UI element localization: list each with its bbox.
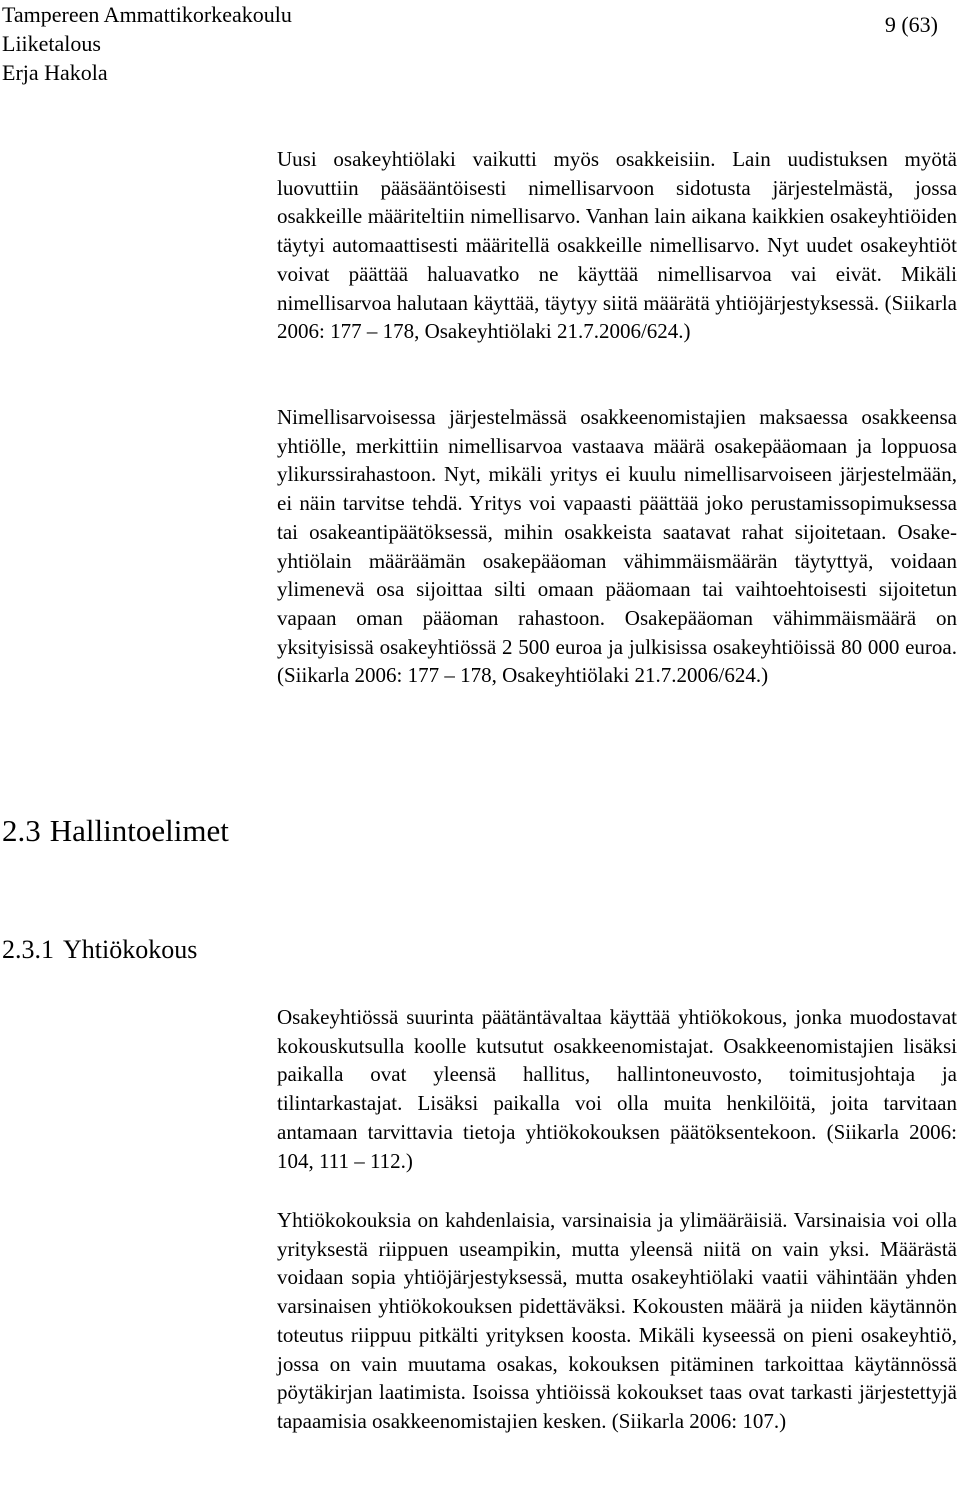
- paragraph-meeting-types: Yhtiökokouksia on kahdenlaisia, varsinaisia ja ylimääräisiä. Varsinaisia voi olla yrityksestä riippuen useampikin, mutta yleensä niitä on vain yksi. Määrästä voidaan sopia yhtiöjärjestyksessä, mutta osakeyhtiölaki vaatii vähintään yhden varsinaisen yhtiökokouksen pidettäväksi. Kokousten määrä ja niiden käytännön toteutus riippuu pitkälti yrityksen koosta. Mikäli kyseessä on pieni osakeyhtiö, jossa on vain muutama osakas, kokouksen pitäminen tarkoittaa käytännössä pöytäkirjan laatimista. Isoissa yhtiöissä kokoukset taas ovat tarkasti järjestettyjä tapaamisia osakkeenomistajien kesken. (Siikarla 2006: 107.): [277, 1208, 957, 1433]
- header-author: Erja Hakola: [2, 60, 108, 85]
- paragraph-general-meeting-power: Osakeyhtiössä suurinta päätäntävaltaa käyttää yhtiökokous, jonka muodostavat kokouskutsulla koolle kutsutut osakkeenomistajat. Osakkeenomistajien lisäksi paikalla ovat yleensä hallitus, hallintoneuvosto, toimitusjohtaja ja tilintarkastajat. Lisäksi paikalla voi olla muita henkilöitä, joita tarvitaan antamaan tarvittavia tietoja yhtiökokouksen päätöksentekoon. (Siikarla 2006: 104, 111 – 112.): [277, 1005, 957, 1173]
- section-number: 2.3: [2, 813, 41, 848]
- section-heading-governing-bodies: [2, 812, 229, 850]
- header-info: [2, 0, 292, 87]
- subsection-heading-general-meeting: [2, 933, 197, 967]
- section-title: Hallintoelimet: [49, 813, 229, 848]
- header-institution: Tampereen Ammattikorkeakoulu: [2, 2, 292, 27]
- page-number: 9 (63): [884, 12, 938, 37]
- paragraph-nominal-value-system: Nimellisarvoisessa järjestelmässä osakkeenomistajien maksaessa osakkeensa yhtiölle, merkittiin nimellisarvoa vastaava määrä osakepääomaan ja loppuosa ylikurssirahastoon. Nyt, mikäli yritys ei kuulu nimellisarvoiseen järjestelmään, ei näin tarvitse tehdä. Yritys voi vapaasti päättää joko perustamissopimuksessa tai osakeantipäätöksessä, mihin osakkeista saatavat rahat sijoitetaan. Osakeyhtiölain määräämän osakepääoman vähimmäismäärän täytyttyä, voidaan ylimenevä osa sijoittaa silti omaan pääomaan tai vaihtoehtoisesti sijoitetun vapaan oman pääoman rahastoon. Osakepääoman vähimmäismäärä on yksityisissä osakeyhtiössä 2 500 euroa ja julkisissa osakeyhtiöissä 80 000 euroa. (Siikarla 2006: 177 – 178, Osakeyhtiölaki 21.7.2006/624.): [277, 405, 957, 688]
- subsection-title: Yhtiökokous: [63, 935, 198, 964]
- subsection-number: 2.3.1: [2, 935, 54, 964]
- paragraph-new-companies-act: Uusi osakeyhtiölaki vaikutti myös osakkeisiin. Lain uudistuksen myötä luovuttiin pääsääntöisesti nimellisarvoon sidotusta järjestelmästä, jossa osakkeille määriteltiin nimellisarvo. Vanhan lain aikana kaikkien osakeyhtiöiden täytyi automaattisesti määritellä osakkeille nimellisarvo. Nyt uudet osakeyhtiöt voivat päättää haluavatko ne käyttää nimellisarvoa vai eivät. Mikäli nimellisarvoa halutaan käyttää, täytyy siitä määrätä yhtiöjärjestyksessä. (Siikarla 2006: 177 – 178, Osakeyhtiölaki 21.7.2006/624.): [277, 147, 957, 344]
- header-department: Liiketalous: [2, 31, 101, 56]
